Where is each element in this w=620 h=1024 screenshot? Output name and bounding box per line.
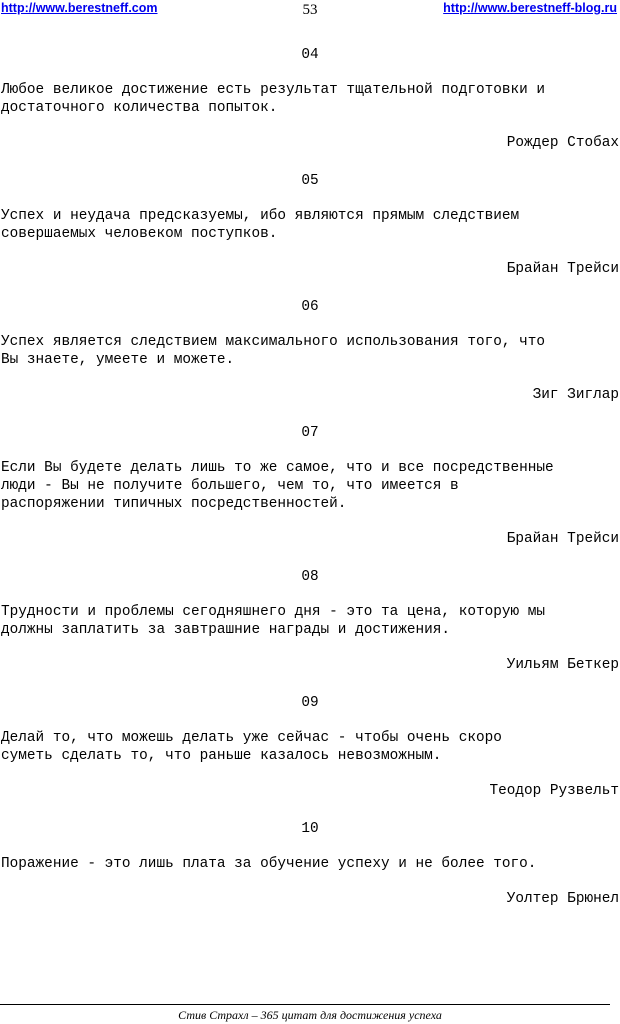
quote-number: 09 bbox=[301, 695, 319, 711]
quote-author: Брайан Трейси bbox=[506, 261, 619, 277]
page-number: 53 bbox=[302, 2, 318, 18]
quote-author: Рождер Стобах bbox=[506, 135, 619, 151]
quote-number: 06 bbox=[301, 299, 319, 315]
quote-line: Делай то, что можешь делать уже сейчас - чтобы очень скоро bbox=[1, 730, 502, 746]
quote-line: совершаемых человеком поступков. bbox=[1, 226, 278, 242]
quote-number: 04 bbox=[301, 47, 319, 63]
quote-line: распоряжении типичных посредственностей. bbox=[1, 496, 347, 512]
footer-book-title: Стив Страхл – 365 цитат для достижения успеха bbox=[178, 1008, 442, 1022]
quote-line: Любое великое достижение есть результат тщательной подготовки и bbox=[1, 82, 546, 98]
quote-author: Теодор Рузвельт bbox=[489, 783, 619, 799]
quote-number: 07 bbox=[301, 425, 319, 441]
quote-line: Поражение - это лишь плата за обучение успеху и не более того. bbox=[1, 856, 537, 872]
quote-author: Уильям Беткер bbox=[506, 657, 619, 673]
quote-line: люди - Вы не получите большего, чем то, что имеется в bbox=[1, 478, 459, 494]
quote-line: Успех и неудача предсказуемы, ибо являются прямым следствием bbox=[1, 208, 520, 224]
quote-number: 10 bbox=[301, 821, 319, 837]
quote-line: достаточного количества попыток. bbox=[1, 100, 278, 116]
header-link-berestneff-blog[interactable]: http://www.berestneff-blog.ru bbox=[443, 1, 617, 15]
quote-line: должны заплатить за завтрашние награды и достижения. bbox=[1, 622, 451, 638]
quote-line: Успех является следствием максимального использования того, что bbox=[1, 334, 546, 350]
quote-text bbox=[1, 729, 617, 765]
quote-text bbox=[1, 603, 617, 639]
quote-text bbox=[1, 333, 617, 369]
quote-line: суметь сделать то, что раньше казалось невозможным. bbox=[1, 748, 442, 764]
quote-text bbox=[1, 459, 617, 513]
quote-line: Если Вы будете делать лишь то же самое, что и все посредственные bbox=[1, 460, 554, 476]
header-link-berestneff-com[interactable]: http://www.berestneff.com bbox=[1, 1, 158, 15]
quote-author: Уолтер Брюнел bbox=[506, 891, 619, 907]
quote-line: Трудности и проблемы сегодняшнего дня - это та цена, которую мы bbox=[1, 604, 546, 620]
quote-line: Вы знаете, умеете и можете. bbox=[1, 352, 235, 368]
quote-text bbox=[1, 207, 617, 243]
quote-text bbox=[1, 81, 617, 117]
footer-divider bbox=[0, 1004, 610, 1005]
quote-author: Брайан Трейси bbox=[506, 531, 619, 547]
quote-number: 05 bbox=[301, 173, 319, 189]
page-header bbox=[0, 0, 620, 20]
quote-number: 08 bbox=[301, 569, 319, 585]
quote-author: Зиг Зиглар bbox=[532, 387, 619, 403]
quote-text bbox=[1, 855, 617, 873]
